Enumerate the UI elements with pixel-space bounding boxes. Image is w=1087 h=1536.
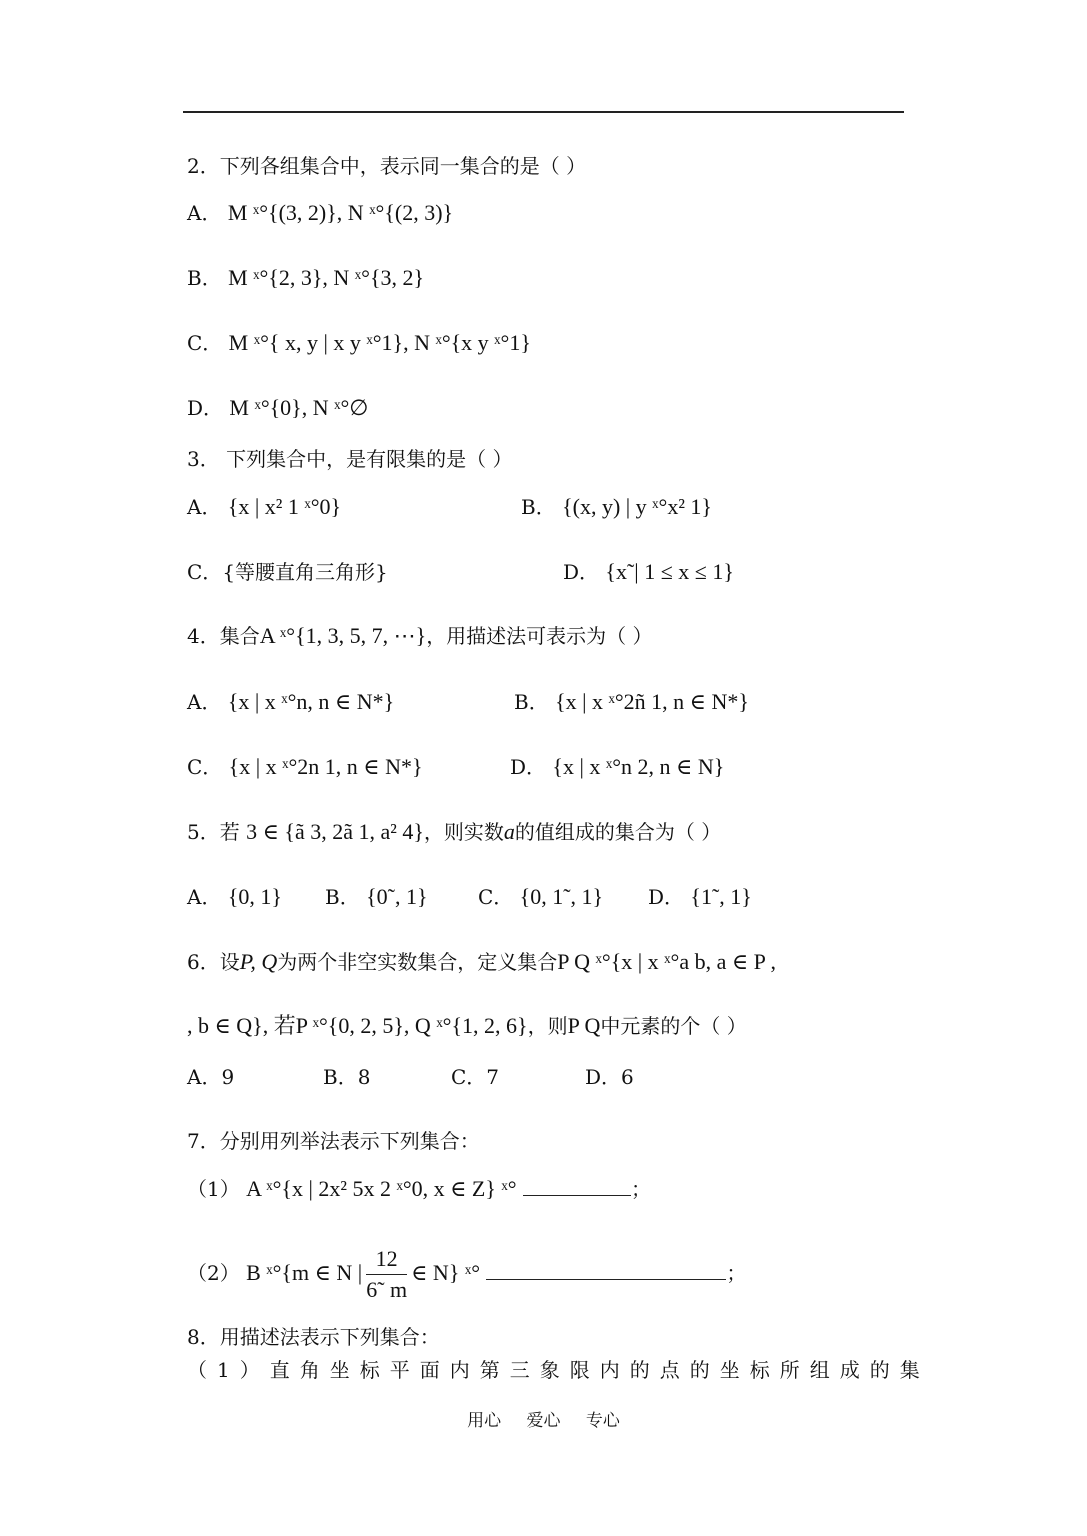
- q6-line1-pre: 6．设: [187, 950, 240, 974]
- q3-option-a-math: {x | x² 1 ˣ°0}: [227, 494, 342, 519]
- q6-option-a: A．9: [187, 1065, 235, 1089]
- q4-stem: [187, 622, 653, 650]
- q5-option-b-label: B．: [325, 885, 360, 909]
- q7-part1-label: （1）: [187, 1177, 240, 1201]
- q7-part1-answer-blank[interactable]: [523, 1177, 631, 1196]
- q2-stem: 2．下列各组集合中，表示同一集合的是（ ）: [187, 154, 587, 178]
- q2-option-d-math: M ˣ°{0}, N ˣ°∅: [229, 395, 369, 420]
- q2-option-d: [187, 394, 368, 422]
- q4-option-b-math: {x | x ˣ°2ñ 1, n ∈ N*}: [555, 689, 749, 714]
- q5-option-b-math: {0˜, 1}: [366, 884, 428, 909]
- q3-option-a-label: A．: [187, 495, 222, 519]
- q7-part2-end: ；: [726, 1261, 747, 1285]
- q7-part2-numerator: 12: [366, 1244, 407, 1275]
- q4-option-a-math: {x | x ˣ°n, n ∈ N*}: [227, 689, 395, 714]
- q4-option-c-label: C．: [187, 755, 223, 779]
- q7-part1-math: A ˣ°{x | 2x² 5x 2 ˣ°0, x ∈ Z} ˣ°: [246, 1176, 517, 1201]
- q3-stem: 3． 下列集合中，是有限集的是（ ）: [187, 447, 513, 471]
- q4-option-a: [187, 688, 394, 716]
- q6-line2-math2: P Q: [567, 1013, 601, 1038]
- q7-part1-end: ；: [630, 1177, 651, 1201]
- header-rule: [183, 111, 904, 113]
- q7-stem: 7．分别用列举法表示下列集合：: [187, 1129, 480, 1153]
- q5-option-a-math: {0, 1}: [227, 884, 282, 909]
- q7-part2-pre: B ˣ°{m ∈ N |: [246, 1260, 363, 1285]
- q5-option-c-label: C．: [478, 885, 514, 909]
- q2-option-d-label: D．: [187, 396, 224, 420]
- page-footer: 用心 爱心 专心: [467, 1411, 620, 1431]
- q5-stem: [187, 818, 721, 846]
- q5-option-d-math: {1˜, 1}: [690, 884, 752, 909]
- q2-option-c: [187, 329, 531, 357]
- q7-part2-denominator: 6˜ m: [366, 1277, 408, 1302]
- q3-option-a: [187, 493, 341, 521]
- q3-option-b-label: B．: [521, 495, 556, 519]
- q2-option-b: [187, 264, 424, 292]
- q3-option-d: [563, 558, 734, 586]
- q5-option-d-label: D．: [648, 885, 685, 909]
- q6-line1-mid: 为两个非空实数集合，定义集合: [277, 950, 558, 974]
- q4-option-b-label: B．: [514, 690, 549, 714]
- q2-option-c-label: C．: [187, 331, 223, 355]
- q7-part2-answer-blank[interactable]: [486, 1261, 726, 1280]
- q2-option-a: [187, 199, 453, 227]
- q7-part2-post: ∈ N} ˣ°: [411, 1260, 481, 1285]
- q6-option-d: D．6: [585, 1065, 634, 1089]
- q4-stem-math: A ˣ°{1, 3, 5, 7, ⋯}: [259, 623, 427, 648]
- q5-stem-var: a: [503, 819, 515, 844]
- q6-option-c: C．7: [451, 1065, 500, 1089]
- q6-line2: [187, 1012, 747, 1040]
- q2-option-c-math: M ˣ°{ x, y | x y ˣ°1}, N ˣ°{x y ˣ°1}: [228, 330, 531, 355]
- q7-part1: [187, 1175, 651, 1203]
- q4-option-d-math: {x | x ˣ°n 2, n ∈ N}: [552, 754, 725, 779]
- q5-option-d: [648, 883, 752, 911]
- q5-stem-post: ，则实数: [423, 820, 504, 844]
- q2-option-b-math: M ˣ°{2, 3}, N ˣ°{3, 2}: [228, 265, 425, 290]
- q4-option-a-label: A．: [187, 690, 222, 714]
- q4-option-d-label: D．: [510, 755, 547, 779]
- q8-part1: （1）直角坐标平面内第三象限内的点的坐标所组成的集: [187, 1358, 930, 1382]
- q4-stem-post: ，用描述法可表示为（ ）: [426, 624, 653, 648]
- q2-option-a-label: A．: [187, 201, 222, 225]
- q5-stem-math: 3 ∈ {ã 3, 2ã 1, a² 4}: [246, 819, 424, 844]
- q3-option-b: [521, 493, 712, 521]
- q5-option-c: [478, 883, 603, 911]
- q4-option-c-math: {x | x ˣ°2n 1, n ∈ N*}: [228, 754, 423, 779]
- q5-option-b: [325, 883, 428, 911]
- q4-option-b: [514, 688, 749, 716]
- q3-option-c: [187, 558, 388, 586]
- q3-option-b-math: {(x, y) | y ˣ°x² 1}: [562, 494, 712, 519]
- q3-option-c-text: {等腰直角三角形}: [222, 560, 388, 584]
- q4-option-d: [510, 753, 724, 781]
- q6-line1-math: P Q ˣ°{x | x ˣ°a b, a ∈ P ,: [557, 949, 777, 974]
- q6-line1: [187, 948, 776, 976]
- q3-option-d-label: D．: [563, 560, 600, 584]
- q3-option-c-label: C．: [187, 560, 223, 584]
- q6-line2-mid: ，则: [527, 1014, 568, 1038]
- q6-option-b: B．8: [323, 1065, 371, 1089]
- q6-line2-math: , b ∈ Q}, 若P ˣ°{0, 2, 5}, Q ˣ°{1, 2, 6}: [187, 1013, 528, 1038]
- q8-stem: 8．用描述法表示下列集合：: [187, 1325, 440, 1349]
- q7-part2-label: （2）: [187, 1261, 240, 1285]
- q2-option-b-label: B．: [187, 266, 222, 290]
- q7-part2-fraction: [366, 1244, 407, 1305]
- q3-option-d-math: {x˜| 1 ≤ x ≤ 1}: [605, 559, 734, 584]
- q6-line2-end: 中元素的个（ ）: [600, 1014, 747, 1038]
- q7-part2: [187, 1243, 746, 1305]
- q5-option-c-math: {0, 1˜, 1}: [519, 884, 604, 909]
- q5-option-a-label: A．: [187, 885, 222, 909]
- q4-stem-pre: 4．集合: [187, 624, 260, 648]
- q5-stem-pre: 5．若: [187, 820, 240, 844]
- q5-stem-end: 的值组成的集合为（ ）: [514, 820, 722, 844]
- q2-option-a-math: M ˣ°{(3, 2)}, N ˣ°{(2, 3)}: [227, 200, 454, 225]
- q4-option-c: [187, 753, 423, 781]
- q6-line1-vars: P, Q: [239, 949, 278, 974]
- q5-option-a: [187, 883, 282, 911]
